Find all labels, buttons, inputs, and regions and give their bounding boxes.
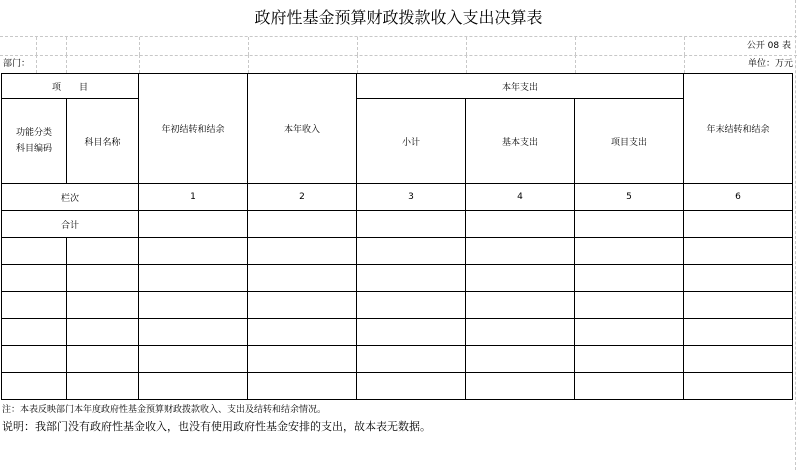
table-cell[interactable] [357, 211, 466, 238]
column-row-label: 栏次 [2, 184, 139, 211]
department-label: 部门： [3, 59, 31, 69]
grid-divider [684, 37, 685, 55]
grid-edge [795, 0, 796, 470]
table-cell[interactable] [466, 346, 575, 373]
table-cell[interactable] [684, 265, 793, 292]
grid-divider [684, 55, 685, 73]
grid-divider [36, 37, 37, 55]
table-cell[interactable] [357, 265, 466, 292]
grid-divider [357, 55, 358, 73]
table-cell[interactable] [248, 238, 357, 265]
table-cell[interactable] [2, 346, 67, 373]
table-cell[interactable] [67, 292, 139, 319]
table-cell[interactable] [357, 319, 466, 346]
department-row [0, 55, 797, 73]
table-cell[interactable] [139, 238, 248, 265]
header-end-balance: 年末结转和结余 [684, 74, 793, 184]
table-cell[interactable] [2, 292, 67, 319]
table-cell[interactable] [2, 373, 67, 400]
table-cell[interactable] [67, 319, 139, 346]
header-item: 项 目 [2, 74, 139, 99]
table-cell[interactable] [2, 238, 67, 265]
grid-divider [36, 55, 37, 73]
form-code-row [0, 37, 797, 55]
table-cell[interactable] [575, 265, 684, 292]
footnote: 注：本表反映部门本年度政府性基金预算财政拨款收入、支出及结转和结余情况。 [2, 405, 327, 415]
grid-divider [575, 55, 576, 73]
header-expense: 本年支出 [357, 74, 684, 99]
table-cell[interactable] [466, 238, 575, 265]
table-cell[interactable] [466, 319, 575, 346]
table-cell[interactable] [139, 211, 248, 238]
grid-divider [248, 37, 249, 55]
table-cell[interactable] [139, 373, 248, 400]
table-cell[interactable] [67, 265, 139, 292]
table-cell[interactable] [357, 292, 466, 319]
column-number: 5 [575, 184, 684, 211]
table-row [2, 238, 793, 265]
table-cell[interactable] [248, 346, 357, 373]
header-subject-name: 科目名称 [67, 99, 139, 184]
table-cell[interactable] [684, 292, 793, 319]
header-func-code-line1: 功能分类 [15, 128, 52, 138]
total-label: 合计 [2, 211, 139, 238]
unit-label: 单位：万元 [747, 59, 793, 69]
table-row [2, 373, 793, 400]
table-cell[interactable] [466, 265, 575, 292]
table-cell[interactable] [684, 211, 793, 238]
table-cell[interactable] [2, 265, 67, 292]
table-cell[interactable] [684, 319, 793, 346]
table-cell[interactable] [684, 346, 793, 373]
table-cell[interactable] [357, 373, 466, 400]
table-row [2, 292, 793, 319]
table-cell[interactable] [139, 292, 248, 319]
header-begin-balance: 年初结转和结余 [139, 74, 248, 184]
table-cell[interactable] [466, 373, 575, 400]
header-income: 本年收入 [248, 74, 357, 184]
table-cell[interactable] [575, 346, 684, 373]
table-cell[interactable] [139, 265, 248, 292]
column-number-row [2, 184, 793, 211]
table-cell[interactable] [67, 238, 139, 265]
table-cell[interactable] [684, 238, 793, 265]
fund-table [1, 73, 793, 400]
grid-divider [139, 55, 140, 73]
table-cell[interactable] [2, 319, 67, 346]
table-cell[interactable] [139, 346, 248, 373]
empty-rows [2, 238, 793, 400]
table-cell[interactable] [357, 346, 466, 373]
page-title: 政府性基金预算财政拨款收入支出决算表 [254, 8, 543, 27]
table-cell[interactable] [248, 319, 357, 346]
header-basic: 基本支出 [466, 99, 575, 184]
column-number: 6 [684, 184, 793, 211]
table-cell[interactable] [139, 319, 248, 346]
grid-divider [139, 37, 140, 55]
table-cell[interactable] [575, 292, 684, 319]
column-number: 1 [139, 184, 248, 211]
column-number: 3 [357, 184, 466, 211]
header-func-code [2, 99, 67, 184]
table-cell[interactable] [575, 373, 684, 400]
table-cell[interactable] [466, 211, 575, 238]
table-cell[interactable] [248, 211, 357, 238]
form-code: 公开 08 表 [746, 41, 791, 51]
table-row [2, 319, 793, 346]
table-cell[interactable] [575, 319, 684, 346]
table-row [2, 346, 793, 373]
header-project: 项目支出 [575, 99, 684, 184]
total-row [2, 211, 793, 238]
grid-divider [248, 55, 249, 73]
table-cell[interactable] [575, 238, 684, 265]
table-cell[interactable] [67, 346, 139, 373]
table-cell[interactable] [575, 211, 684, 238]
table-row [2, 265, 793, 292]
header-subtotal: 小计 [357, 99, 466, 184]
grid-divider [66, 55, 67, 73]
column-number: 4 [466, 184, 575, 211]
column-number: 2 [248, 184, 357, 211]
header-func-code-line2: 科目编码 [15, 144, 52, 154]
table-cell[interactable] [248, 265, 357, 292]
explanation: 说明：我部门没有政府性基金收入，也没有使用政府性基金安排的支出，故本表无数据。 [2, 420, 431, 433]
grid-divider [575, 37, 576, 55]
table-cell[interactable] [248, 373, 357, 400]
table-cell[interactable] [357, 238, 466, 265]
table-cell[interactable] [67, 373, 139, 400]
grid-divider [466, 55, 467, 73]
grid-divider [66, 37, 67, 55]
table-cell[interactable] [248, 292, 357, 319]
grid-divider [466, 37, 467, 55]
grid-divider [357, 37, 358, 55]
table-cell[interactable] [466, 292, 575, 319]
table-cell[interactable] [684, 373, 793, 400]
